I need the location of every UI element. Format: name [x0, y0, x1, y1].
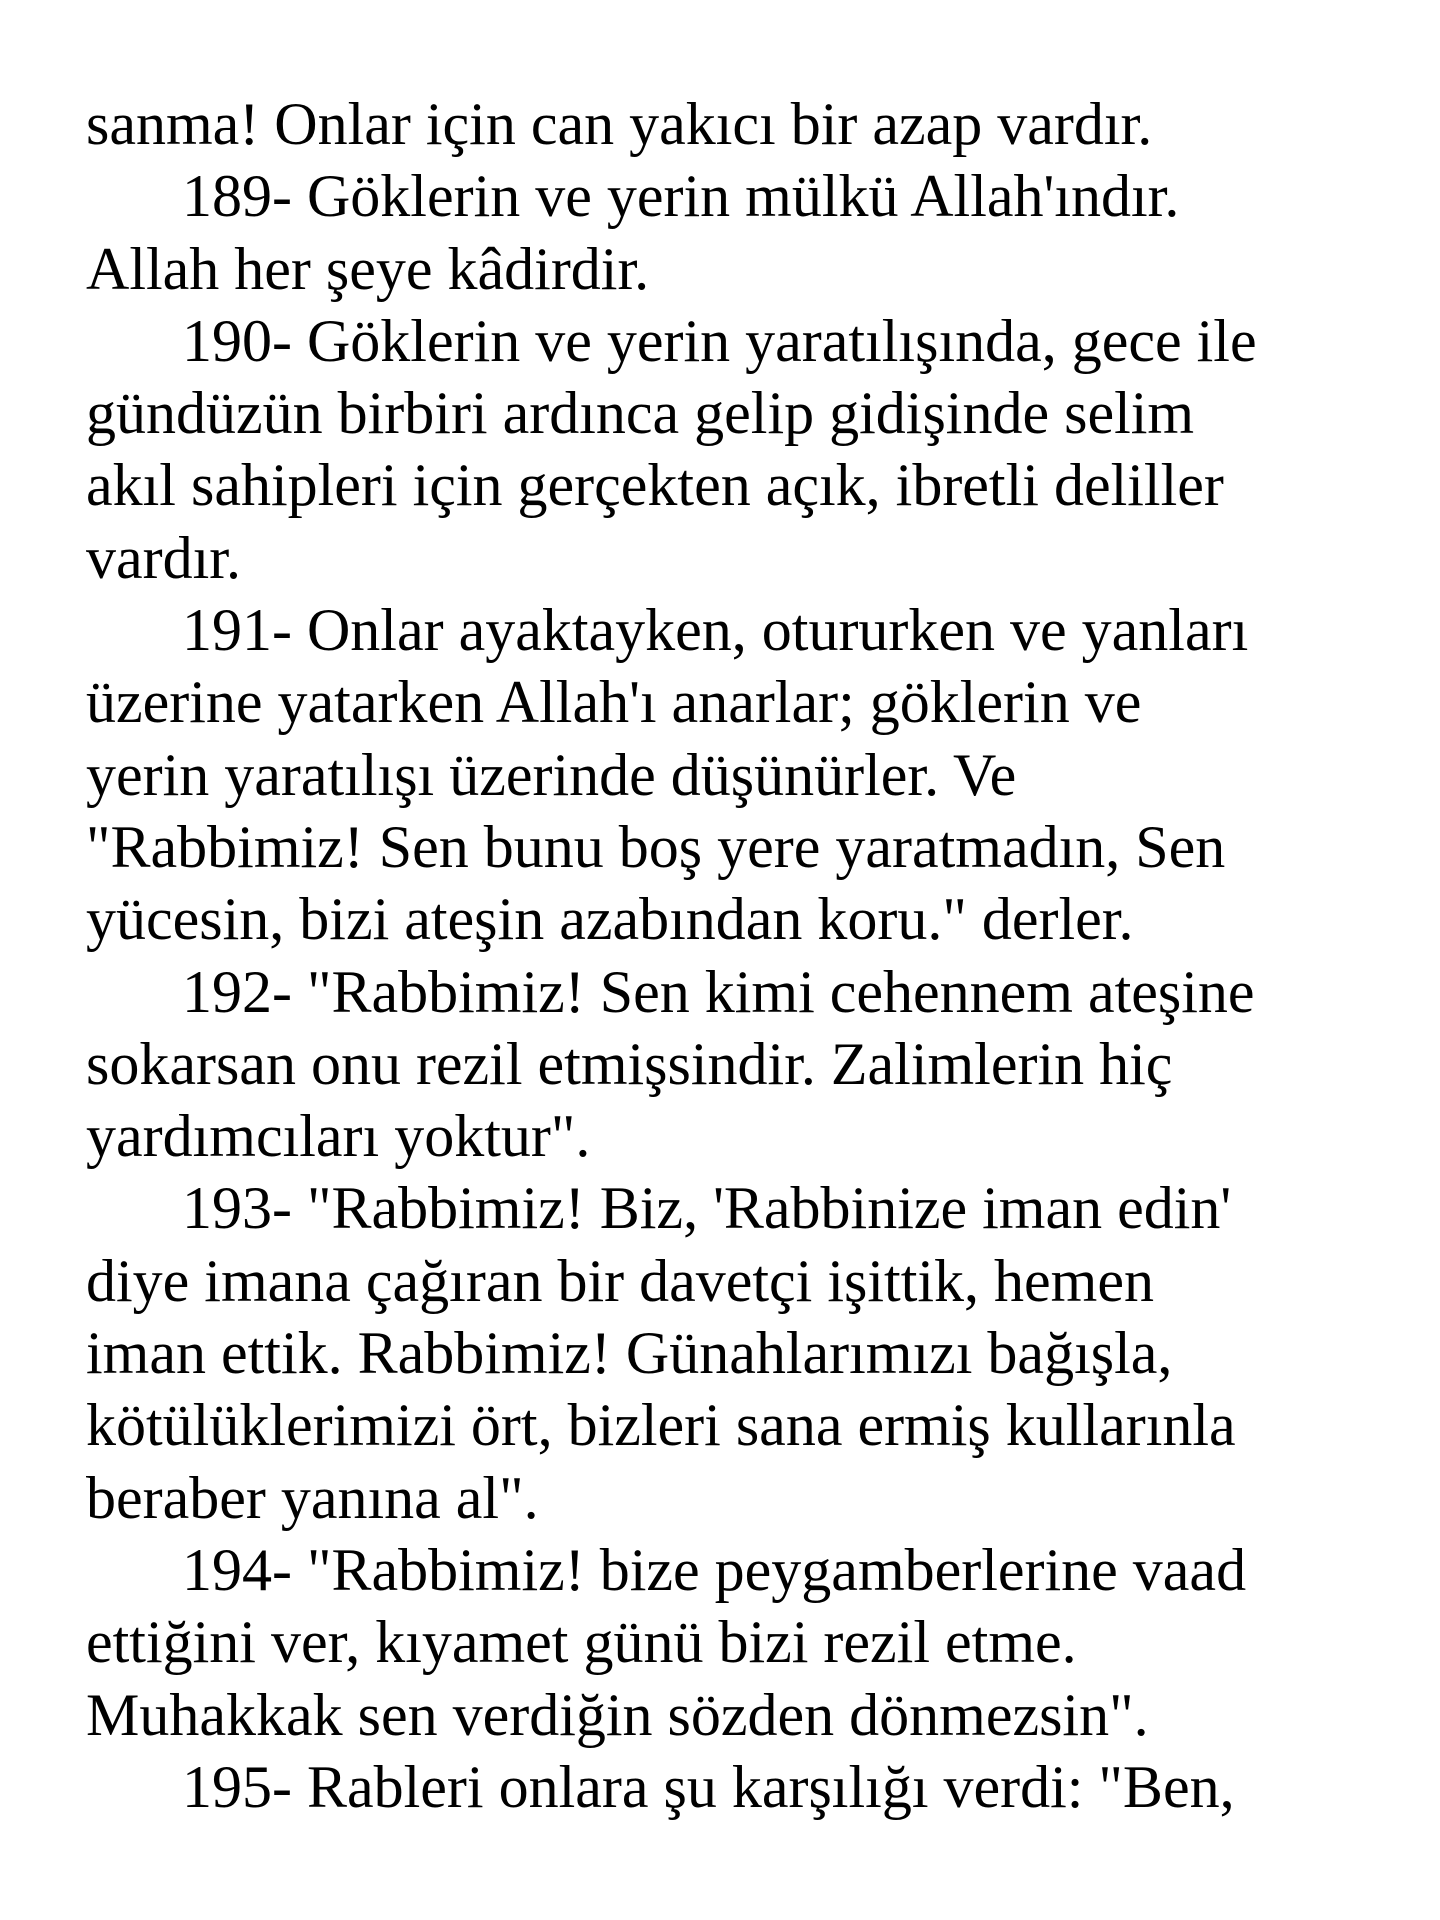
verse-192-start: 192- "Rabbimiz! Sen kimi cehennem ateşine	[182, 958, 1255, 1025]
text-line: sanma! Onlar için can yakıcı bir azap vardır.	[86, 91, 1153, 157]
text-line: sokarsan onu rezil etmişsindir. Zalimlerin hiç	[86, 1030, 1173, 1097]
text-line: diye imana çağıran bir davetçi işittik, hemen	[86, 1247, 1154, 1314]
text-line: gündüzün birbiri ardınca gelip gidişinde selim	[86, 380, 1195, 447]
text-line: ettiğini ver, kıyamet günü bizi rezil etme.	[86, 1609, 1077, 1676]
text-line: "Rabbimiz! Sen bunu boş yere yaratmadın, Sen	[86, 813, 1226, 880]
text-line: yücesin, bizi ateşin azabından koru." derler.	[86, 886, 1134, 953]
text-line: iman ettik. Rabbimiz! Günahlarımızı bağışla,	[86, 1320, 1173, 1387]
document-page	[86, 88, 1416, 1823]
text-line: beraber yanına al".	[86, 1464, 539, 1531]
text-line: yardımcıları yoktur".	[86, 1103, 591, 1170]
verse-194-start: 194- "Rabbimiz! bize peygamberlerine vaad	[182, 1536, 1247, 1603]
text-line: akıl sahipleri için gerçekten açık, ibretli deliller	[86, 452, 1224, 519]
text-line: yerin yaratılışı üzerinde düşünürler. Ve	[86, 741, 1017, 808]
verse-190-start: 190- Göklerin ve yerin yaratılışında, gece ile	[182, 307, 1257, 374]
text-line: kötülüklerimizi ört, bizleri sana ermiş kullarınla	[86, 1392, 1236, 1459]
verse-191-start: 191- Onlar ayaktayken, otururken ve yanları	[182, 597, 1249, 664]
text-line: Allah her şeye kâdirdir.	[86, 235, 650, 302]
verse-193-start: 193- "Rabbimiz! Biz, 'Rabbinize iman edin'	[182, 1175, 1232, 1242]
text-line: Muhakkak sen verdiğin sözden dönmezsin".	[86, 1681, 1149, 1748]
verse-195-start: 195- Rableri onlara şu karşılığı verdi: "Ben,	[182, 1753, 1235, 1820]
verse-189-start: 189- Göklerin ve yerin mülkü Allah'ındır.	[182, 163, 1180, 230]
text-line: vardır.	[86, 524, 241, 591]
text-line: üzerine yatarken Allah'ı anarlar; göklerin ve	[86, 669, 1142, 736]
